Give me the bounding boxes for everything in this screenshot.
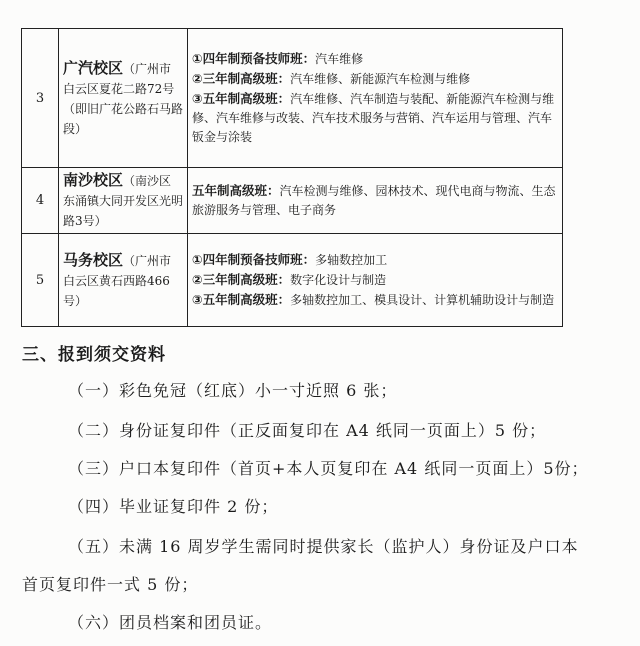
program-title: ②三年制高级班：	[192, 71, 291, 86]
campus-address: （广州市白云区夏花二路72号（即旧广花公路石马路段）	[63, 61, 184, 136]
section-heading: 三、报到须交资料	[22, 345, 166, 365]
campus-table	[21, 28, 563, 327]
program-title: ③五年制高级班：	[192, 91, 291, 106]
table-row	[22, 168, 563, 234]
program-line	[192, 250, 558, 270]
campus-name: 广汽校区	[63, 58, 124, 77]
campus-name: 马务校区	[63, 250, 124, 269]
campus-name: 南沙校区	[63, 171, 124, 189]
requirement-item: （三）户口本复印件（首页+本人页复印在 A4 纸同一页面上）5份；	[68, 459, 589, 478]
campus-cell	[59, 29, 188, 168]
program-majors: 多轴数控加工	[315, 253, 388, 267]
campus-cell	[59, 168, 188, 234]
program-majors: 多轴数控加工、模具设计、计算机辅助设计与制造	[290, 293, 555, 307]
program-cell	[188, 168, 563, 234]
program-majors: 汽车维修、新能源汽车检测与维修	[290, 72, 471, 86]
row-number: 4	[22, 168, 59, 234]
program-title: ①四年制预备技师班：	[192, 252, 316, 267]
program-majors: 汽车维修	[315, 52, 364, 66]
program-title: ②三年制高级班：	[192, 272, 291, 287]
row-number: 3	[22, 29, 59, 168]
program-title: ③五年制高级班：	[192, 292, 291, 307]
campus-address: （广州市白云区黄石西路466号）	[63, 253, 172, 308]
program-line	[192, 49, 558, 69]
program-cell	[188, 234, 563, 327]
program-majors: 汽车维修、汽车制造与装配、新能源汽车检测与维修、汽车维修与改装、汽车技术服务与营销、汽车运用与管理、汽车钣金与涂装	[192, 92, 555, 144]
requirement-item: （一）彩色免冠（红底）小一寸近照 6 张；	[68, 381, 398, 400]
requirement-item-continued: 首页复印件一式 5 份；	[22, 575, 199, 594]
requirement-item: （四）毕业证复印件 2 份；	[68, 497, 279, 516]
program-cell	[188, 29, 563, 168]
requirement-item: （二）身份证复印件（正反面复印在 A4 纸同一页面上）5 份；	[68, 421, 547, 440]
program-line	[192, 290, 558, 310]
program-line	[192, 270, 558, 290]
program-line	[192, 69, 558, 89]
requirement-item: （五）未满 16 周岁学生需同时提供家长（监护人）身份证及户口本	[68, 537, 579, 556]
campus-cell	[59, 234, 188, 327]
campus-address: （南沙区东涌镇大同开发区光明路3号）	[63, 174, 184, 228]
program-title: 五年制高级班：	[192, 183, 280, 198]
table-row	[22, 234, 563, 327]
requirement-item: （六）团员档案和团员证。	[68, 613, 273, 632]
program-line	[192, 89, 558, 147]
program-majors: 汽车检测与维修、园林技术、现代电商与物流、生态旅游服务与管理、电子商务	[192, 184, 556, 217]
row-number: 5	[22, 234, 59, 327]
program-line	[192, 181, 558, 220]
program-majors: 数字化设计与制造	[290, 273, 387, 287]
table-row	[22, 29, 563, 168]
program-title: ①四年制预备技师班：	[192, 51, 316, 66]
